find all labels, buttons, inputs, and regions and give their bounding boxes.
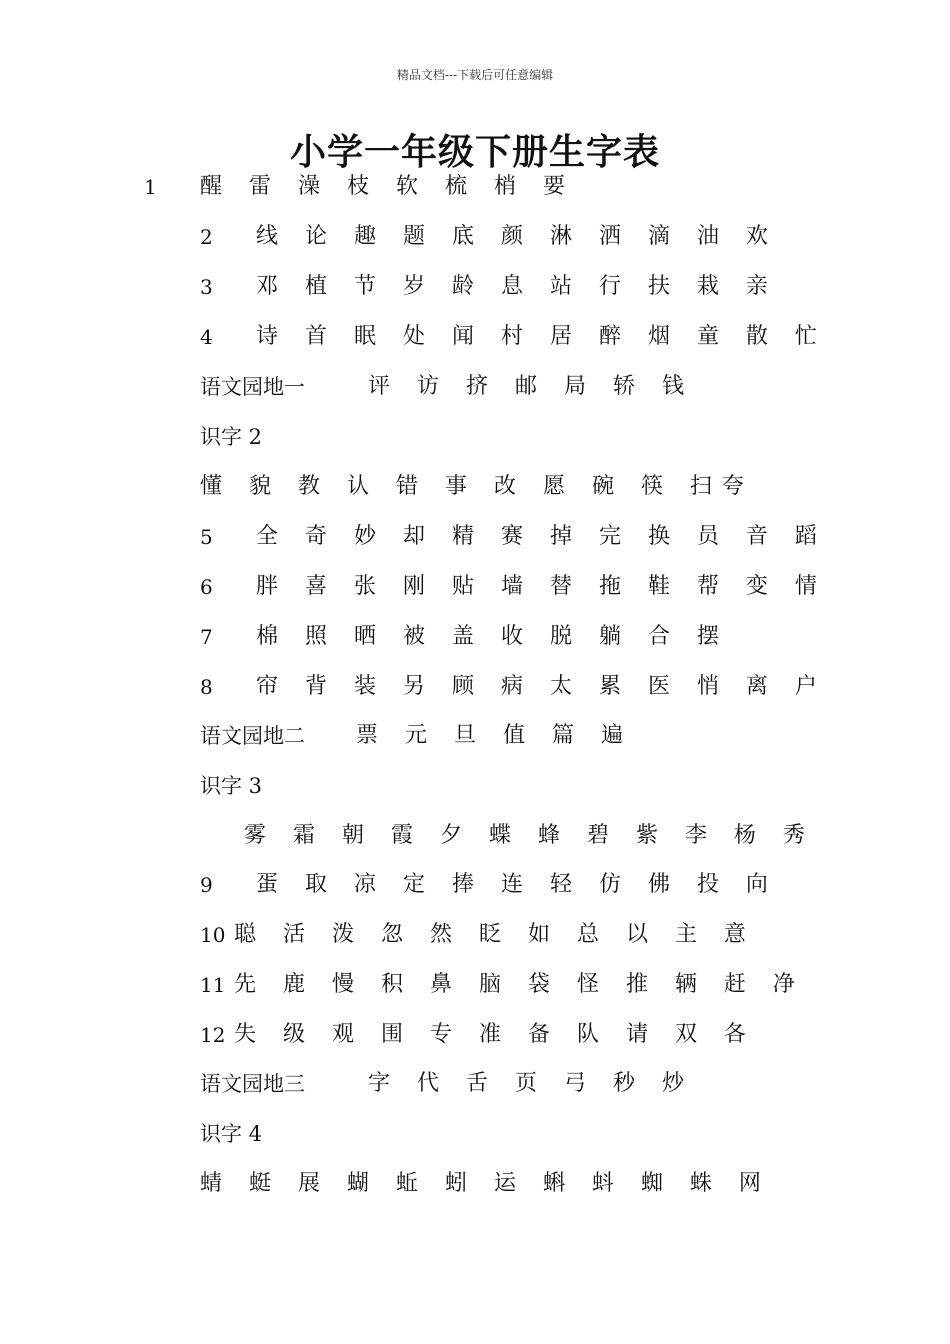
lesson-number: 2: [200, 225, 213, 249]
character-list: 失 级 观 围 专 准 备 队 请 双 各: [234, 1022, 756, 1047]
lesson-number: 3: [200, 275, 213, 299]
section-label: 语文园地三: [200, 1072, 305, 1096]
page-title: 小学一年级下册生字表: [289, 131, 660, 173]
lesson-number: 12: [200, 1023, 226, 1047]
character-list: 字 代 舌 页 弓 秒 炒: [368, 1071, 694, 1096]
character-list: 雾 霜 朝 霞 夕 蝶 蜂 碧 紫 李 杨 秀: [244, 823, 815, 848]
character-list: 邓 植 节 岁 龄 息 站 行 扶 栽 亲: [256, 274, 778, 299]
character-list: 蛋 取 凉 定 捧 连 轻 仿 佛 投 向: [256, 872, 778, 897]
character-list: 诗 首 眠 处 闻 村 居 醉 烟 童 散 忙: [256, 324, 827, 349]
section-label: 识字 2: [200, 425, 263, 449]
character-list: 棉 照 晒 被 盖 收 脱 躺 合 摆: [256, 624, 729, 649]
character-list: 蜻 蜓 展 蝴 蚯 蚓 运 蝌 蚪 蜘 蛛 网: [200, 1171, 771, 1196]
character-list: 聪 活 泼 忽 然 眨 如 总 以 主 意: [234, 922, 756, 947]
lesson-number: 5: [200, 525, 213, 549]
lesson-number: 6: [200, 575, 213, 599]
lesson-number: 8: [200, 675, 213, 699]
character-list: 评 访 挤 邮 局 轿 钱: [368, 374, 694, 399]
character-list: 先 鹿 慢 积 鼻 脑 袋 怪 推 辆 赶 净: [234, 972, 805, 997]
section-label: 语文园地二: [200, 724, 305, 748]
section-label: 识字 3: [200, 774, 263, 798]
lesson-number: 4: [200, 325, 213, 349]
character-list: 醒 雷 澡 枝 软 梳 梢 要: [200, 174, 575, 199]
character-list: 全 奇 妙 却 精 赛 掉 完 换 员 音 蹈: [256, 524, 827, 549]
lesson-number: 1: [144, 175, 157, 199]
lesson-number: 9: [200, 873, 213, 897]
character-list: 懂 貌 教 认 错 事 改 愿 碗 筷 扫夸: [200, 474, 754, 499]
character-list: 线 论 趣 题 底 颜 淋 洒 滴 油 欢: [256, 224, 778, 249]
character-list: 票 元 旦 值 篇 遍: [356, 723, 633, 748]
lesson-number: 10: [200, 923, 226, 947]
character-list: 胖 喜 张 刚 贴 墙 替 拖 鞋 帮 变 情: [256, 574, 827, 599]
lesson-number: 11: [200, 973, 226, 997]
character-list: 帘 背 装 另 顾 病 太 累 医 悄 离 户: [256, 674, 827, 699]
section-label: 语文园地一: [200, 375, 305, 399]
page-header: 精品文档---下载后可任意编辑: [396, 68, 554, 82]
section-label: 识字 4: [200, 1122, 263, 1146]
lesson-number: 7: [200, 625, 213, 649]
